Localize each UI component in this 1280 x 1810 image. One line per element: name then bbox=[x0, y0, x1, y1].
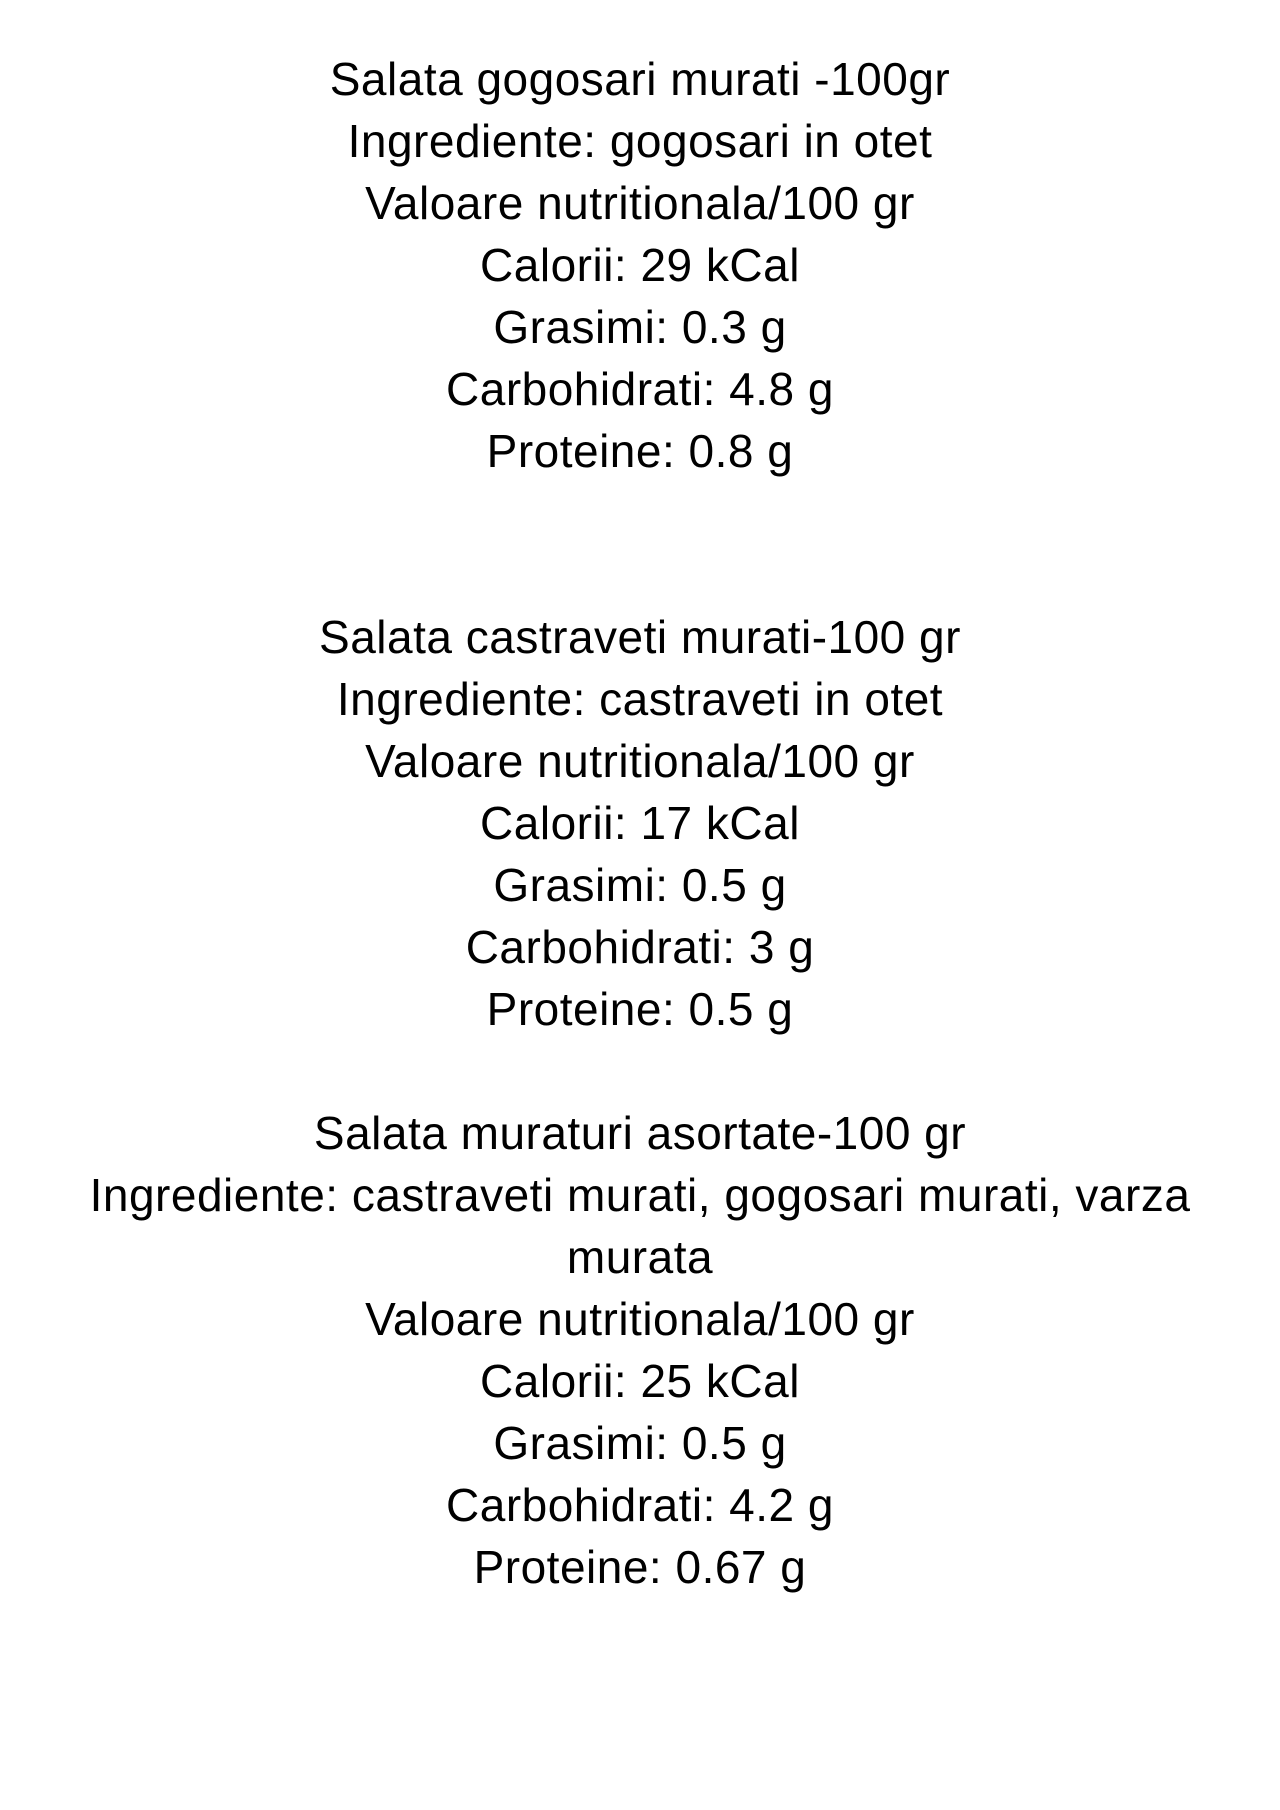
product-ingredients: Ingrediente: gogosari in otet bbox=[347, 115, 933, 167]
product-nutrition-header: Valoare nutritionala/100 gr bbox=[365, 1293, 915, 1345]
product-nutrition-header: Valoare nutritionala/100 gr bbox=[365, 735, 915, 787]
product-calories: Calorii: 17 kCal bbox=[480, 797, 800, 849]
product-ingredients: Ingrediente: castraveti in otet bbox=[336, 673, 944, 725]
product-block-castraveti bbox=[65, 606, 1215, 1040]
product-carbs: Carbohidrati: 4.2 g bbox=[446, 1479, 834, 1531]
product-title: Salata gogosari murati -100gr bbox=[329, 53, 951, 105]
product-ingredients: Ingrediente: castraveti murati, gogosari murati, varza murata bbox=[89, 1169, 1191, 1283]
product-protein: Proteine: 0.67 g bbox=[473, 1541, 807, 1593]
product-title: Salata castraveti murati-100 gr bbox=[319, 611, 961, 663]
product-carbs: Carbohidrati: 4.8 g bbox=[446, 363, 834, 415]
product-protein: Proteine: 0.8 g bbox=[486, 425, 794, 477]
product-nutrition-header: Valoare nutritionala/100 gr bbox=[365, 177, 915, 229]
product-calories: Calorii: 25 kCal bbox=[480, 1355, 800, 1407]
product-protein: Proteine: 0.5 g bbox=[486, 983, 794, 1035]
product-fat: Grasimi: 0.3 g bbox=[493, 301, 787, 353]
product-calories: Calorii: 29 kCal bbox=[480, 239, 800, 291]
product-block-gogosari bbox=[65, 48, 1215, 482]
product-carbs: Carbohidrati: 3 g bbox=[465, 921, 815, 973]
product-block-muraturi-asortate bbox=[65, 1102, 1215, 1598]
product-fat: Grasimi: 0.5 g bbox=[493, 1417, 787, 1469]
product-fat: Grasimi: 0.5 g bbox=[493, 859, 787, 911]
product-title: Salata muraturi asortate-100 gr bbox=[313, 1107, 967, 1159]
